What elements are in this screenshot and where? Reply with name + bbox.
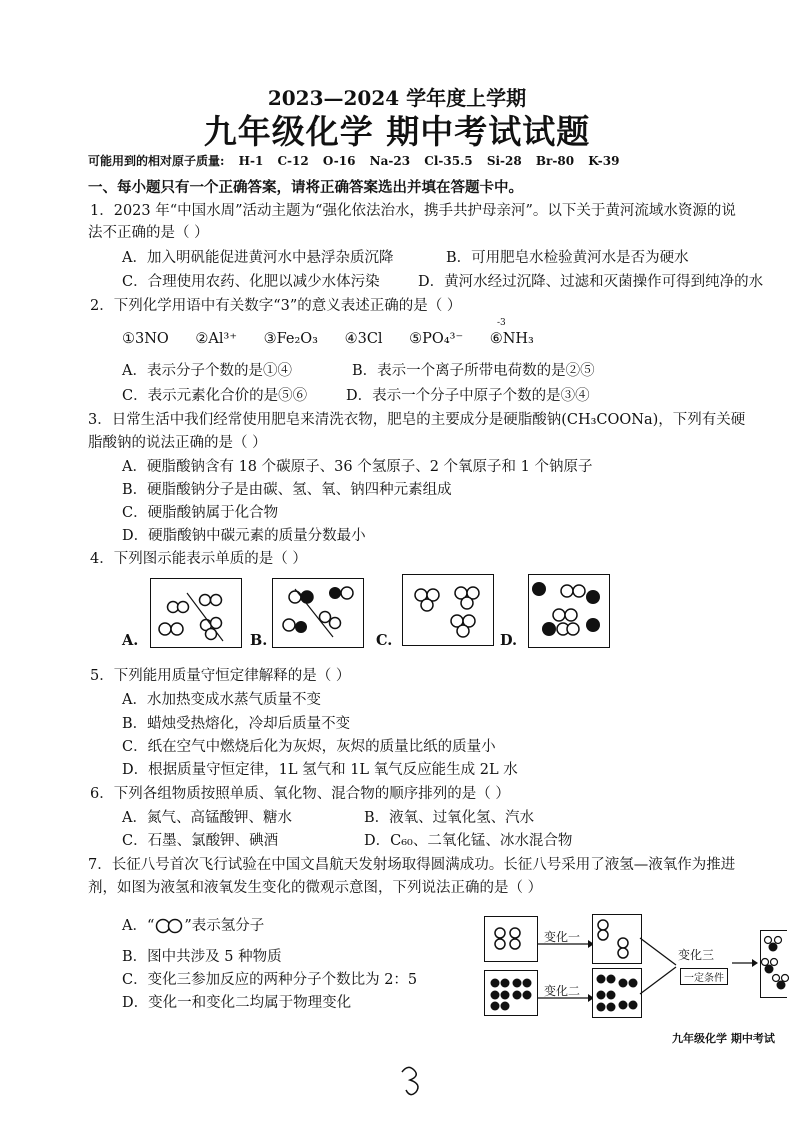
symbol: ⑥NH₃ [489,331,534,347]
mass-item: Cl-35.5 [424,154,473,168]
water-product-box [760,930,787,998]
atomic-masses [88,152,630,169]
q2-option-a: A．表示分子个数的是①④ [122,363,292,379]
q7-option-b: B．图中共涉及 5 种物质 [122,949,282,965]
o2-molecules-spread [593,969,641,1017]
q7-stem-line2: 剂，如图为液氢和液氧发生变化的微观示意图，下列说法正确的是（ ） [88,880,543,896]
q1-option-b: B．可用肥皂水检验黄河水是否为硬水 [446,250,689,266]
q3-stem-line2: 脂酸钠的说法正确的是（ ） [88,435,267,451]
mass-item: C-12 [277,154,309,168]
q1-stem-line1: 1．2023 年“中国水周”活动主题为“强化依法治水，携手共护母亲河”。以下关于黄河流域水资源的说 [90,203,736,219]
q4-label-d: D. [500,632,518,649]
q6-option-a: A．氮气、高锰酸钾、糖水 [122,810,292,826]
h2-molecules-spread [593,915,641,963]
symbol: ①3NO [122,331,169,347]
q7-option-a [122,914,264,935]
q4-diagram-c [402,574,494,646]
q3-option-d: D．硬脂酸钠中碳元素的质量分数最小 [122,528,366,544]
hydrogen-after-change1-box [592,914,642,964]
year-title: 2023—2024 学年度上学期 [267,86,527,110]
q3-option-b: B．硬脂酸钠分子是由碳、氢、氧、钠四种元素组成 [122,482,452,498]
arrows [538,930,592,1010]
q3-stem-line1: 3．日常生活中我们经常使用肥皂来清洗衣物，肥皂的主要成分是硬脂酸钠(CH₃COONa)，下列有关硬 [88,412,746,428]
q5-option-a: A．水加热变成水蒸气质量不变 [122,692,321,708]
q6-option-b: B．液氧、过氧化氢、汽水 [364,810,535,826]
q1-option-a: A．加入明矾能促进黄河水中悬浮杂质沉降 [122,250,394,266]
mass-item: Br-80 [535,154,575,168]
diagram-d-molecules [529,575,609,647]
q2-option-d: D．表示一个分子中原子个数的是③④ [346,388,590,404]
q2-option-b: B．表示一个离子所带电荷数的是②⑤ [352,363,595,379]
mass-item: O-16 [322,154,356,168]
change3-arrow [732,958,758,968]
change3-label: 变化三 [678,948,715,962]
water-molecules [761,931,787,997]
symbol: ②Al³⁺ [195,331,237,347]
nh3-valence-mark: -3 [497,318,506,328]
mass-item: H-1 [238,154,264,168]
q4-diagram-b [272,578,364,648]
q1-stem-line2: 法不正确的是（ ） [88,225,209,241]
q2-stem: 2．下列化学用语中有关数字“3”的意义表述正确的是（ ） [90,298,462,314]
mass-item: Na-23 [369,154,411,168]
liquid-oxygen-box [484,970,538,1016]
q4-diagram-a [150,578,242,648]
symbol: ③Fe₂O₃ [263,331,318,347]
q4-label-c: C. [376,632,393,649]
oxygen-after-change2-box [592,968,642,1018]
q4-label-b: B. [250,632,268,649]
o2-molecules [485,971,537,1015]
q7-option-a-prefix: A．“ [122,918,155,934]
section-heading: 一、每小题只有一个正确答案，请将正确答案选出并填在答题卡中。 [88,179,523,196]
q5-option-d: D．根据质量守恒定律，1L 氢气和 1L 氧气反应能生成 2L 水 [122,762,518,778]
q6-option-d: D．C₆₀、二氧化锰、冰水混合物 [364,833,573,849]
q5-option-c: C．纸在空气中燃烧后化为灰烬，灰烬的质量比纸的质量小 [122,739,496,755]
exam-title: 九年级化学 期中考试试题 [203,112,591,151]
q5-option-b: B．蜡烛受热熔化，冷却后质量不变 [122,716,351,732]
atomic-masses-label: 可能用到的相对原子质量: [88,154,225,168]
h2-molecules [485,917,537,961]
q2-option-c: C．表示元素化合价的是⑤⑥ [122,388,308,404]
page-footer: 九年级化学 期中考试 [672,1032,775,1045]
q6-stem: 6．下列各组物质按照单质、氧化物、混合物的顺序排列的是（ ） [90,786,510,802]
q7-option-d: D．变化一和变化二均属于物理变化 [122,995,352,1011]
change2-label: 变化二 [544,984,581,998]
q4-diagram-d [528,574,610,648]
diagram-a-molecules [151,579,241,647]
scribble-icon [398,1062,428,1102]
condition-label: 一定条件 [680,968,728,985]
q7-option-a-suffix: ”表示氢分子 [184,918,265,934]
q1-option-d: D．黄河水经过沉降、过滤和灭菌操作可得到纯净的水 [418,274,764,290]
symbol: ④3Cl [344,331,383,347]
q6-option-c: C．石墨、氯酸钾、碘酒 [122,833,279,849]
q7-stem-line1: 7．长征八号首次飞行试验在中国文昌航天发射场取得圆满成功。长征八号采用了液氢—液氧作为推进 [88,857,736,873]
diagram-b-molecules [273,579,363,647]
q7-option-c: C．变化三参加反应的两种分子个数比为 2：5 [122,972,418,988]
q4-stem: 4．下列图示能表示单质的是（ ） [90,551,307,567]
q4-label-a: A. [122,632,139,649]
merge-lines [640,934,680,1000]
q1-option-c: C．合理使用农药、化肥以减少水体污染 [122,274,380,290]
mass-item: Si-28 [486,154,522,168]
q3-option-a: A．硬脂酸钠含有 18 个碳原子、36 个氢原子、2 个氧原子和 1 个钠原子 [122,459,593,475]
mass-item: K-39 [588,154,620,168]
liquid-hydrogen-box [484,916,538,962]
hydrogen-molecule-icon [154,919,184,933]
change1-label: 变化一 [544,930,581,944]
symbol: ⑤PO₄³⁻ [409,331,464,347]
q5-stem: 5．下列能用质量守恒定律解释的是（ ） [90,668,351,684]
diagram-c-molecules [403,575,493,645]
q3-option-c: C．硬脂酸钠属于化合物 [122,505,279,521]
q2-symbols [122,331,556,347]
